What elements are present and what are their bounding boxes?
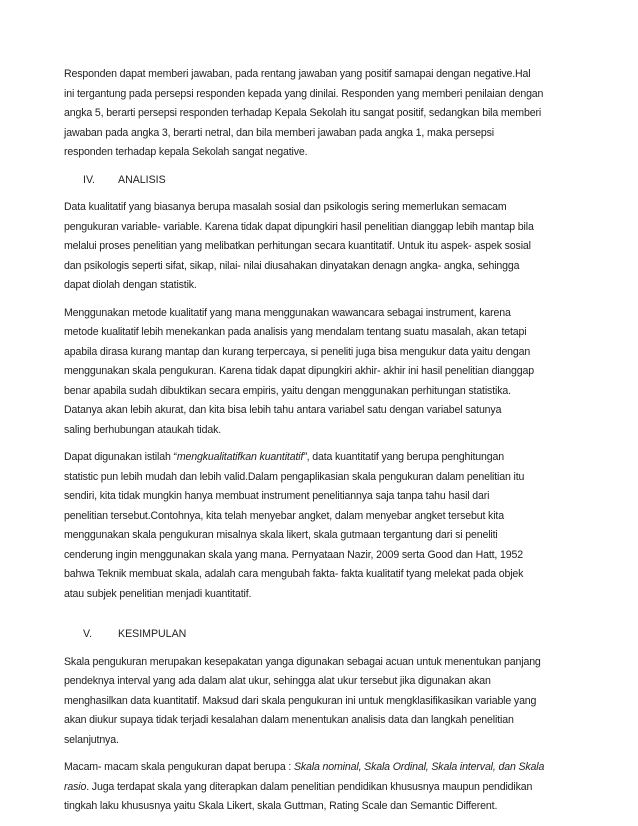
spacer	[64, 612, 572, 625]
text-line: benar apabila sudah dibuktikan secara empiris, yaitu dengan menggunakan perhitungan statistika.	[64, 384, 511, 397]
paragraph-responden	[64, 65, 572, 163]
text-line: statistic pun lebih mudah dan lebih valid.Dalam pengaplikasian skala pengukuran dalam penelitian itu	[64, 470, 525, 483]
text-line: apabila dirasa kurang mantap dan kurang terpercaya, si peneliti juga bisa mengukur data yaitu dengan	[64, 345, 531, 358]
italic-term: Skala nominal, Skala Ordinal, Skala interval, dan Skala	[293, 761, 545, 773]
text-line: cenderung ingin menggunakan skala yang mana. Pernyataan Nazir, 2009 serta Good dan Hatt, 1952	[64, 548, 523, 561]
text-line: melalui proses penelitian yang melibatkan perhitungan secara kuantitatif. Untuk itu aspek- aspek sosial	[64, 240, 531, 252]
text-line: Skala pengukuran merupakan kesepakatan yanga digunakan sebagai acuan untuk menentukan panjang	[64, 655, 541, 668]
text-line: atau subjek penelitian menjadi kuantitatif.	[64, 587, 252, 600]
section-heading-analisis	[64, 171, 572, 191]
section-title: ANALISIS	[118, 173, 166, 186]
text-run: Macam- macam skala pengukuran dapat berupa :	[64, 761, 294, 773]
text-line: penelitian tersebut.Contohnya, kita telah menyebar angket, dalam menyebar angket tersebut kita	[64, 509, 504, 522]
text-line: Responden dapat memberi jawaban, pada rentang jawaban yang positif samapai dengan negative.Hal	[64, 68, 531, 80]
text-line: menghasilkan data kuantitatif. Maksud dari skala pengukuran ini untuk mengklasifikasikan variable yang	[64, 694, 537, 707]
section-number: IV.	[83, 173, 95, 186]
text-line: Datanya akan lebih akurat, dan kita bisa lebih tahu antara variabel satu dengan variabel satunya	[64, 404, 502, 416]
text-line	[64, 448, 572, 468]
paragraph-analisis-1	[64, 198, 572, 296]
text-line: menggunakan skala pengukuran misalnya skala likert, skala gutmaan tergantung dari si peneliti	[64, 529, 498, 541]
text-line	[64, 758, 572, 778]
paragraph-analisis-3	[64, 448, 572, 604]
paragraph-analisis-2	[64, 304, 572, 441]
text-line: Menggunakan metode kualitatif yang mana menggunakan wawancara sebagai instrument, karena	[64, 306, 511, 319]
text-run: . Juga terdapat skala yang diterapkan dalam penelitian pendidikan khususnya maupun pendidikan	[86, 780, 533, 793]
text-line: saling berhubungan ataukah tidak.	[64, 423, 222, 436]
text-line: ini tergantung pada persepsi responden kepada yang dinilai. Responden yang memberi penilaian dengan	[64, 87, 544, 100]
document-page	[64, 65, 572, 825]
text-line: akan diukur supaya tidak terjadi kesalahan dalam menentukan analisis data dan langkah penelitian	[64, 714, 514, 726]
text-line: metode kualitatif lebih menekankan pada analisis yang mendalam tentang suatu masalah, akan tetapi	[64, 326, 527, 338]
text-line: selanjutnya.	[64, 733, 119, 746]
text-line: responden terhadap kepala Sekolah sangat negative.	[64, 146, 308, 158]
section-number: V.	[83, 628, 93, 640]
text-line: bahwa Teknik membuat skala, adalah cara mengubah fakta- fakta kualitatif tyang melekat pada objek	[64, 568, 524, 580]
section-heading-kesimpulan	[64, 625, 572, 645]
text-line: jawaban pada angka 3, berarti netral, dan bila memberi jawaban pada angka 1, maka persepsi	[64, 126, 494, 139]
text-run: Dapat digunakan istilah “	[64, 451, 177, 463]
text-run: , data kuantitatif yang berupa penghitungan	[306, 451, 504, 463]
text-line: tingkah laku khususnya yaitu Skala Likert, skala Guttman, Rating Scale dan Semantic Different.	[64, 800, 498, 812]
section-title: KESIMPULAN	[118, 628, 187, 640]
text-line	[64, 778, 572, 798]
text-line: pengukuran variable- variable. Karena tidak dapat dipungkiri hasil penelitian dianggap lebih mantap bila	[64, 220, 534, 233]
italic-term: mengkualitatifkan kuantitatif”	[176, 451, 307, 463]
text-line: angka 5, berarti persepsi responden terhadap Kepala Sekolah itu sangat positif, sedangkan bila memberi	[64, 107, 542, 119]
text-line: sendiri, kita tidak mungkin hanya membuat instrument penelitiannya saja tanpa tahu hasil dari	[64, 490, 490, 502]
italic-term: rasio	[64, 780, 87, 793]
text-line: Data kualitatif yang biasanya berupa masalah sosial dan psikologis sering memerlukan semacam	[64, 201, 507, 213]
text-line: dapat diolah dengan statistik.	[64, 279, 197, 291]
paragraph-kesimpulan-2	[64, 758, 572, 817]
text-line: dan psikologis seperti sifat, sikap, nilai- nilai diusahakan dinyatakan denagn angka- angka, sehingga	[64, 259, 520, 272]
text-line: menggunakan skala pengukuran. Karena tidak dapat dipungkiri akhir- akhir ini hasil penelitian dianggap	[64, 365, 534, 377]
paragraph-kesimpulan-1	[64, 653, 572, 751]
text-line: pendeknya interval yang ada dalam alat ukur, sehingga alat ukur tersebut jika digunakan akan	[64, 675, 491, 687]
